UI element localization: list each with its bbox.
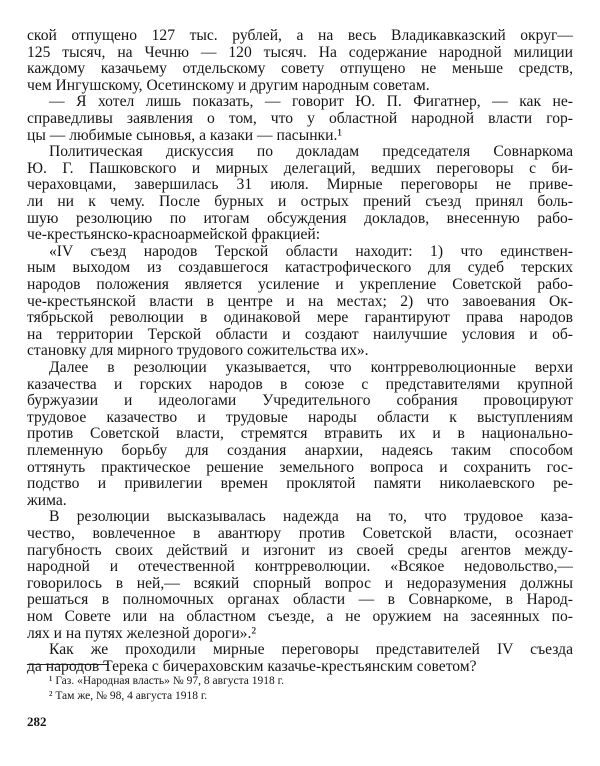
text-line: Как же проходили мирные переговоры представителей IV съезда xyxy=(49,641,573,658)
text-line: Далее в резолюции указывается, что контрреволюционные верхи xyxy=(49,359,573,376)
footnote-2: ² Там же, № 98, 4 августа 1918 г. xyxy=(49,690,208,702)
text-line: против Советской власти, стремятся втравить их и в национально- xyxy=(27,425,573,442)
text-line: казачества и горских народов в союзе с представителями крупной xyxy=(27,376,573,393)
text-line: — Я хотел лишь показать, — говорит Ю. П. Фигатнер, — как не- xyxy=(49,93,573,110)
text-line: подство и привилегии времен проклятой памяти николаевского ре- xyxy=(27,475,573,492)
text-line: да народов Терека с бичераховским казачье-крестьянским советом? xyxy=(27,658,477,675)
text-line: «IV съезд народов Терской области находит: 1) что единствен- xyxy=(49,243,573,260)
footnote-1: ¹ Газ. «Народная власть» № 97, 8 августа 1918 г. xyxy=(49,675,284,687)
text-line: ном Совете или на областном съезде, а не оружием на засеянных по- xyxy=(27,608,573,625)
text-line: на территории Терской области и создают наилучшие условия и об- xyxy=(27,326,573,343)
footnote-rule xyxy=(27,664,109,665)
text-line: народной и отечественной контрреволюции. «Всякое недовольство,— xyxy=(27,558,573,575)
text-line: тябрьской революции в одинаковой мере гарантируют права народов xyxy=(27,309,573,326)
text-line: че-крестьянской власти в центре и на местах; 2) что завоевания Ок- xyxy=(27,293,573,310)
page-number: 282 xyxy=(27,714,47,729)
text-line: ской отпущено 127 тыс. рублей, а на весь Владикавказский округ— xyxy=(27,27,573,44)
text-line: 125 тысяч, на Чечню — 120 тысяч. На содержание народной милиции xyxy=(27,44,573,61)
text-line: трудовое казачество и трудовые народы области к выступлениям xyxy=(27,409,573,426)
text-line: чество, вовлеченное в авантюру против Советской власти, осознает xyxy=(27,525,573,542)
text-line: че-крестьянско-красноармейской фракцией: xyxy=(27,226,321,243)
text-line: племенную борьбу для создания анархии, надеясь таким способом xyxy=(27,442,573,459)
text-line: народов положения является усиление и укрепление Советской рабо- xyxy=(27,276,573,293)
text-line: пагубность своих действий и изгонит из своей среды агентов между- xyxy=(27,542,573,559)
text-line: буржуазии и идеологами Учредительного собрания провоцируют xyxy=(27,392,573,409)
text-line: Ю. Г. Пашковского и мирных делегаций, ведших переговоры с би- xyxy=(27,160,573,177)
text-line: справедливы заявления о том, что у областной народной власти гор- xyxy=(27,110,573,127)
text-line: оттянуть практическое решение земельного вопроса и сохранить гос- xyxy=(27,459,573,476)
text-line: цы — любимые сыновья, а казаки — пасынки.¹ xyxy=(27,127,343,144)
text-line: ли ни к чему. После бурных и острых прений съезд принял боль- xyxy=(27,193,573,210)
text-line: Политическая дискуссия по докладам председателя Совнаркома xyxy=(49,143,573,160)
text-line: шую резолюцию по итогам обсуждения докладов, внесенную рабо- xyxy=(27,210,573,227)
text-line: ным выходом из создавшегося катастрофического для судеб терских xyxy=(27,259,573,276)
text-line: решаться в полномочных органах области — в Совнаркоме, в Народ- xyxy=(27,591,573,608)
text-line: жима. xyxy=(27,492,67,509)
text-line: становку для мирного трудового сожительства их». xyxy=(27,342,369,359)
text-line: чем Ингушскому, Осетинскому и другим народным советам. xyxy=(27,77,430,94)
text-line: каждому казачьему отдельскому совету отпущено не меньше средств, xyxy=(27,60,573,77)
text-line: лях и на путях железной дороги».² xyxy=(27,625,257,642)
text-line: говорилось в ней,— всякий спорный вопрос и недоразумения должны xyxy=(27,575,573,592)
text-line: чераховцами, завершилась 31 июля. Мирные переговоры не приве- xyxy=(27,176,573,193)
text-line: В резолюции высказывалась надежда на то, что трудовое каза- xyxy=(49,508,573,525)
